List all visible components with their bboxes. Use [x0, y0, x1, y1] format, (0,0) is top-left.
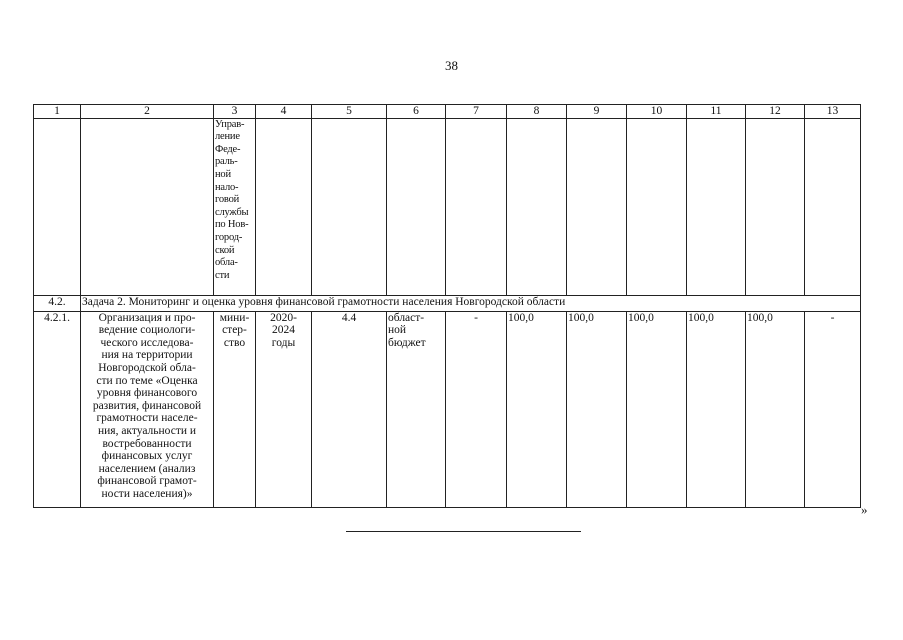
- executor-line: говой: [215, 194, 240, 206]
- column-number-cell: 3: [214, 105, 256, 119]
- target-indicator-cell: 4.4: [312, 311, 387, 507]
- task-name-line: ния на территории: [101, 349, 193, 362]
- empty-cell: [507, 118, 567, 295]
- source-line: ной: [388, 324, 407, 337]
- source-cell: [387, 311, 446, 507]
- executor-line: Управ-: [215, 118, 245, 130]
- program-table: [33, 104, 861, 508]
- column-number-cell: 4: [256, 105, 312, 119]
- source-line: област-: [388, 311, 425, 324]
- empty-cell: [687, 118, 746, 295]
- value-cell: 100,0: [746, 311, 805, 507]
- task-name-line: сти по теме «Оценка: [96, 374, 198, 387]
- executor-line: по Нов-: [215, 219, 249, 231]
- source-line: бюджет: [388, 336, 426, 349]
- column-number-cell: 13: [805, 105, 861, 119]
- empty-cell: [446, 118, 507, 295]
- empty-cell: [627, 118, 687, 295]
- empty-cell: [805, 118, 861, 295]
- value-cell: 100,0: [507, 311, 567, 507]
- column-number-cell: 10: [627, 105, 687, 119]
- executor-line: стер-: [222, 324, 247, 337]
- empty-cell: [567, 118, 627, 295]
- task-name-line: ческого исследова-: [100, 336, 194, 349]
- task-name-line: Организация и про-: [98, 311, 196, 324]
- column-number-cell: 9: [567, 105, 627, 119]
- executor-line: нало-: [215, 181, 239, 193]
- task-name-line: востребованности: [102, 437, 192, 450]
- table-row: [34, 311, 861, 507]
- page-number: 38: [445, 58, 458, 73]
- section-number: 4.2.: [34, 295, 81, 311]
- value-cell: -: [805, 311, 861, 507]
- executor-line: ство: [223, 336, 246, 349]
- empty-cell: [81, 118, 214, 295]
- executor-line: сти: [215, 269, 230, 281]
- executor-line: ной: [215, 168, 231, 180]
- empty-cell: [256, 118, 312, 295]
- executor-line: мини-: [219, 311, 250, 324]
- empty-cell: [312, 118, 387, 295]
- task-name-line: развития, финансовой: [92, 399, 202, 412]
- column-number-cell: 12: [746, 105, 805, 119]
- period-line: 2020-: [270, 311, 297, 324]
- task-name-line: ности населения)»: [101, 487, 193, 500]
- empty-cell: [34, 118, 81, 295]
- footer-separator: [346, 531, 581, 532]
- period-line: годы: [271, 336, 296, 349]
- value-cell: -: [446, 311, 507, 507]
- task-name-line: финансовых услуг: [101, 450, 193, 463]
- column-number-cell: 11: [687, 105, 746, 119]
- executor-line: Феде-: [215, 143, 241, 155]
- task-name-line: ния, актуальности и: [97, 424, 197, 437]
- period-line: 2024: [272, 324, 295, 337]
- executor-line: ской: [215, 244, 235, 256]
- executor-cell: [214, 311, 256, 507]
- column-number-cell: 6: [387, 105, 446, 119]
- column-number-cell: 2: [81, 105, 214, 119]
- section-row: [34, 295, 861, 311]
- period-cell: [256, 311, 312, 507]
- task-name-line: Новгородской обла-: [98, 361, 196, 374]
- value-cell: 100,0: [687, 311, 746, 507]
- column-number-cell: 5: [312, 105, 387, 119]
- executor-line: город-: [215, 231, 243, 243]
- column-number-cell: 7: [446, 105, 507, 119]
- executor-line: обла-: [215, 257, 238, 269]
- task-name-line: уровня финансового: [96, 387, 198, 400]
- executor-line: службы: [215, 206, 249, 218]
- task-name-line: ведение социологи-: [98, 324, 196, 337]
- empty-cell: [387, 118, 446, 295]
- executor-line: раль-: [215, 156, 238, 168]
- column-number-cell: 8: [507, 105, 567, 119]
- task-number: 4.2.1.: [34, 311, 81, 507]
- task-name-cell: [81, 311, 214, 507]
- value-cell: 100,0: [567, 311, 627, 507]
- closing-quote: »: [861, 502, 868, 517]
- task-name-line: населением (анализ: [98, 462, 196, 475]
- executor-line: ление: [215, 131, 240, 143]
- column-number-row: [34, 105, 861, 119]
- column-number-cell: 1: [34, 105, 81, 119]
- empty-cell: [746, 118, 805, 295]
- executor-cell: [214, 118, 256, 295]
- section-title: Задача 2. Мониторинг и оценка уровня финансовой грамотности населения Новгородской области: [81, 295, 861, 311]
- task-name-line: финансовой грамот-: [97, 475, 197, 488]
- value-cell: 100,0: [627, 311, 687, 507]
- task-name-line: грамотности населе-: [96, 412, 198, 425]
- table-row: [34, 118, 861, 295]
